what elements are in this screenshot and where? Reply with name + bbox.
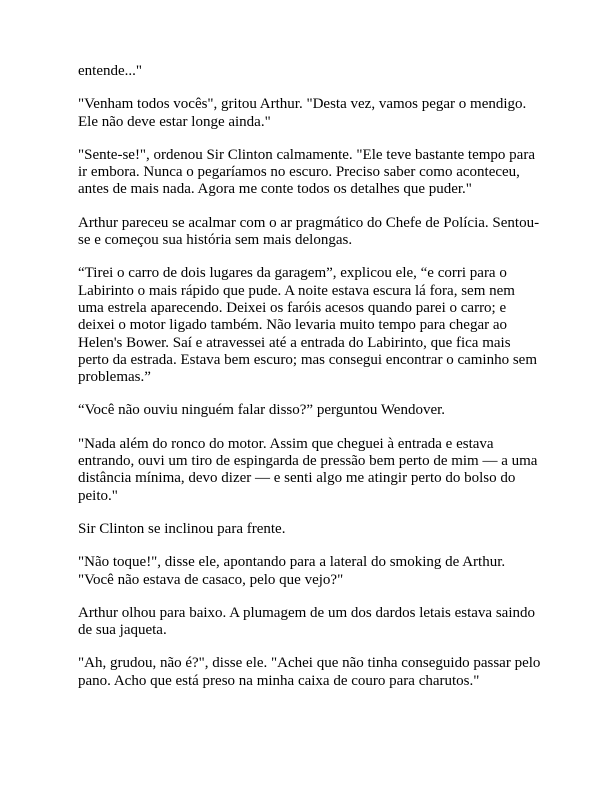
paragraph: Arthur olhou para baixo. A plumagem de um dos dardos letais estava saindo de sua jaqueta. xyxy=(78,604,535,639)
paragraph: entende..." xyxy=(78,63,143,79)
document-page xyxy=(78,63,542,706)
paragraph: Arthur pareceu se acalmar com o ar pragmático do Chefe de Polícia. Sentou-se e começou sua história sem mais delongas. xyxy=(78,214,540,249)
paragraph: "Venham todos vocês", gritou Arthur. "Desta vez, vamos pegar o mendigo. Ele não deve estar longe ainda." xyxy=(78,96,527,130)
paragraph: “Tirei o carro de dois lugares da garagem”, explicou ele, “e corri para o Labirinto o mais rápido que pude. A noite estava escura lá fora, sem nem uma estrela aparecendo. Deixei os faróis acesos quando parei o carro; e deixei o motor ligado também. Não levaria muito tempo para chegar ao Helen's Bower. Saí e atravessei até a entrada do Labirinto, que fica mais perto da estrada. Estava bem escuro; mas consegui encontrar o caminho sem problemas.” xyxy=(78,265,538,386)
paragraph: "Nada além do ronco do motor. Assim que cheguei à entrada e estava entrando, ouvi um tiro de espingarda de pressão bem perto de mim — a uma distância mínima, devo dizer — e senti algo me atingir perto do bolso do peito." xyxy=(78,435,538,504)
paragraph: "Ah, grudou, não é?", disse ele. "Achei que não tinha conseguido passar pelo pano. Acho que está preso na minha caixa de couro para charutos." xyxy=(78,655,541,689)
paragraph: “Você não ouviu ninguém falar disso?” perguntou Wendover. xyxy=(78,402,446,419)
paragraph: "Sente-se!", ordenou Sir Clinton calmamente. "Ele teve bastante tempo para ir embora. Nunca o pegaríamos no escuro. Preciso saber como aconteceu, antes de mais nada. Agora me conte todos os detalhes que puder." xyxy=(78,146,535,198)
paragraph: Sir Clinton se inclinou para frente. xyxy=(78,520,286,537)
paragraph: "Não toque!", disse ele, apontando para a lateral do smoking de Arthur. "Você não estava de casaco, pelo que vejo?" xyxy=(78,554,506,588)
